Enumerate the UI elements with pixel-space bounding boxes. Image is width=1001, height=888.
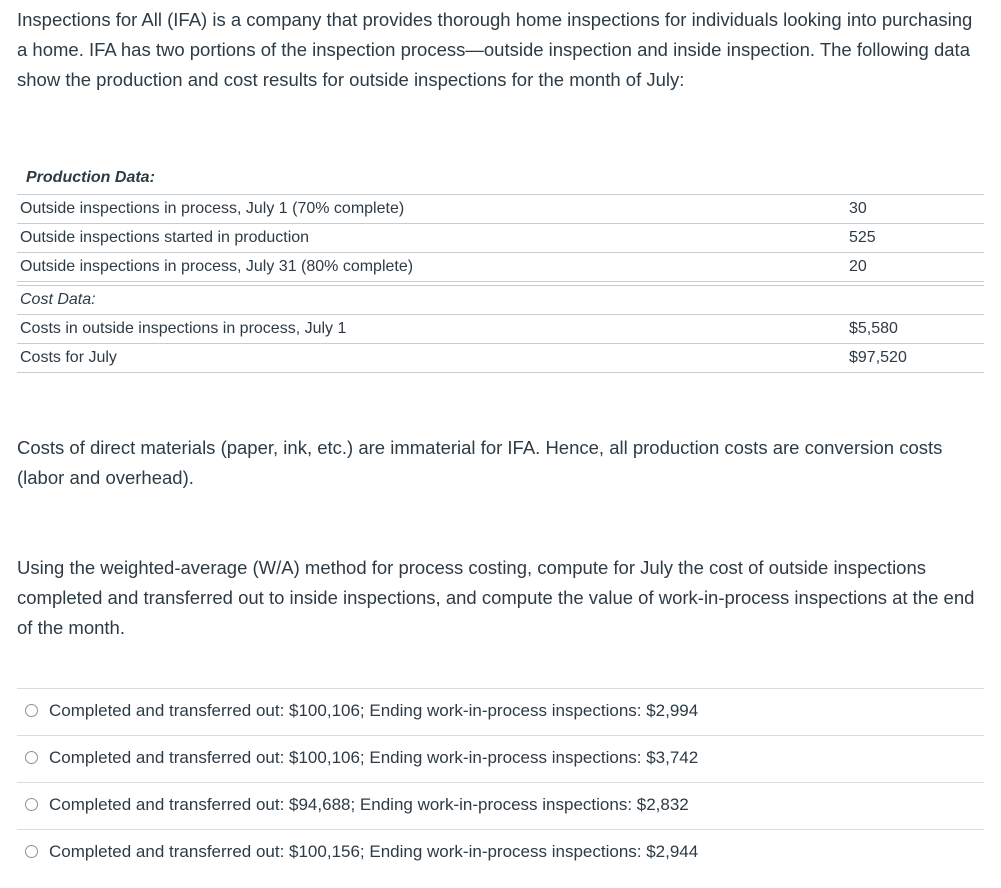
row-value: $97,520 bbox=[849, 349, 907, 366]
row-value: 30 bbox=[849, 200, 867, 217]
answer-option-3[interactable] bbox=[17, 782, 984, 829]
row-value: $5,580 bbox=[849, 320, 898, 337]
radio-button[interactable] bbox=[25, 704, 38, 717]
answer-option-4[interactable] bbox=[17, 829, 984, 876]
radio-button[interactable] bbox=[25, 798, 38, 811]
table-row bbox=[17, 224, 984, 253]
row-value: 525 bbox=[849, 229, 876, 246]
answer-option-2[interactable] bbox=[17, 735, 984, 782]
row-label: Outside inspections in process, July 1 (70% complete) bbox=[20, 200, 405, 217]
production-data-heading: Production Data: bbox=[17, 162, 984, 195]
table-row bbox=[17, 195, 984, 224]
data-table bbox=[17, 162, 984, 373]
radio-button[interactable] bbox=[25, 751, 38, 764]
row-value: 20 bbox=[849, 258, 867, 275]
question-paragraph: Using the weighted-average (W/A) method for process costing, compute for July the cost of outside inspections completed and transferred out to inside inspections, and compute the value of work-in-process inspections at the end of the month. bbox=[17, 557, 975, 638]
row-label: Costs in outside inspections in process, July 1 bbox=[20, 320, 347, 337]
answer-text: Completed and transferred out: $94,688; Ending work-in-process inspections: $2,832 bbox=[49, 795, 689, 814]
table-row bbox=[17, 315, 984, 344]
row-label: Outside inspections started in production bbox=[20, 229, 310, 246]
intro-paragraph: Inspections for All (IFA) is a company that provides thorough home inspections for individuals looking into purchasing a home. IFA has two portions of the inspection process—outside inspection and inside inspection. The following data show the production and cost results for outside inspections for the month of July: bbox=[17, 9, 973, 90]
note-paragraph: Costs of direct materials (paper, ink, etc.) are immaterial for IFA. Hence, all production costs are conversion costs (labor and overhead). bbox=[17, 437, 943, 488]
radio-button[interactable] bbox=[25, 845, 38, 858]
answer-option-1[interactable] bbox=[17, 688, 984, 735]
answer-text: Completed and transferred out: $100,156; Ending work-in-process inspections: $2,944 bbox=[49, 842, 699, 861]
cost-data-heading: Cost Data: bbox=[17, 285, 984, 315]
answer-text: Completed and transferred out: $100,106; Ending work-in-process inspections: $2,994 bbox=[49, 701, 699, 720]
table-row bbox=[17, 253, 984, 282]
row-label: Costs for July bbox=[20, 349, 117, 366]
answer-text: Completed and transferred out: $100,106; Ending work-in-process inspections: $3,742 bbox=[49, 748, 699, 767]
answer-options bbox=[17, 688, 984, 876]
row-label: Outside inspections in process, July 31 (80% complete) bbox=[20, 258, 414, 275]
table-row bbox=[17, 344, 984, 373]
